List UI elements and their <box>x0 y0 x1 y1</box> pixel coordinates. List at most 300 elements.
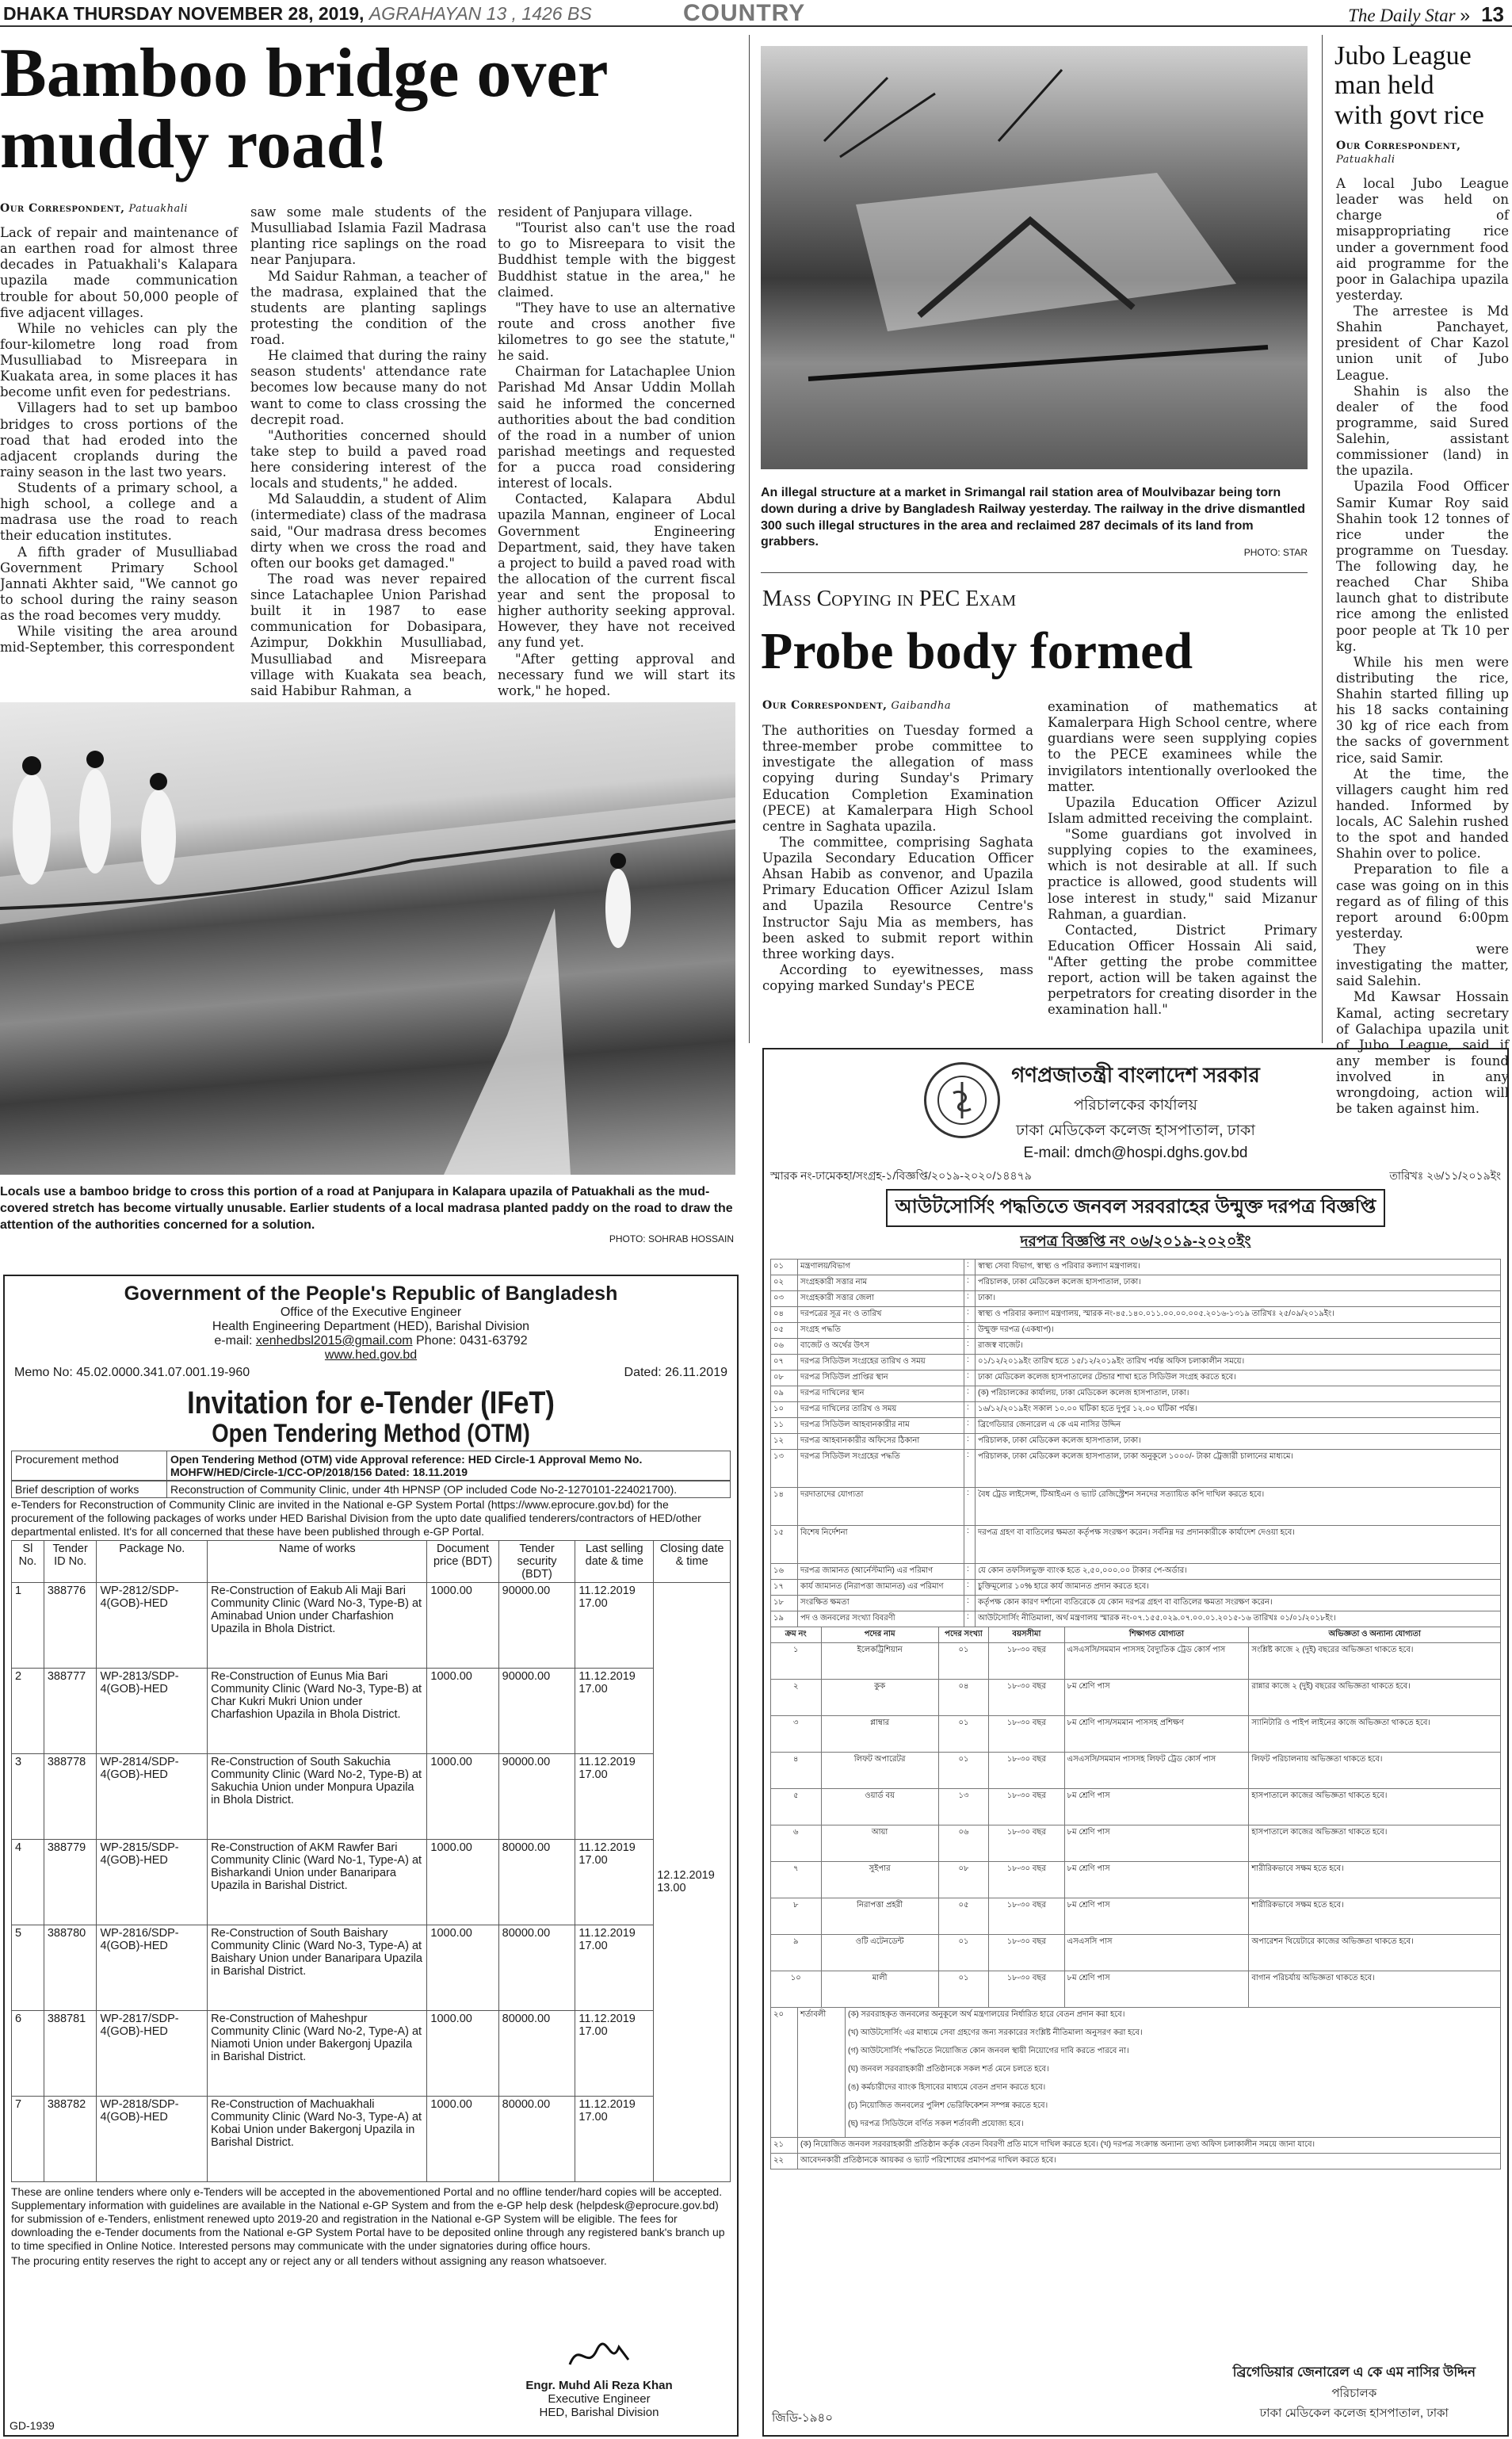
tender-header-cell: Tender security (BDT) <box>498 1540 575 1582</box>
post-row <box>771 1643 1501 1680</box>
post-cell: ১৮-৩০ বছর <box>989 1935 1064 1971</box>
posts-header-cell: শিক্ষাগত যোগ্যতা <box>1064 1627 1249 1643</box>
post-cell: ৮ম শ্রেণি পাস <box>1064 1971 1249 2008</box>
tender-cell-work: Re-Construction of South Sakuchia Community Clinic (Ward No-2, Type-B) at Sakuchia Union under Monpura Upazila in Bhola District. <box>208 1753 427 1839</box>
paragraph: "They have to use an alternative route and cross another five kilometres to go see the statute," he said. <box>498 300 735 364</box>
item-separator: : <box>964 1275 976 1291</box>
item-value: যে কোন তফসিলভুক্ত ব্যাংক হতে ২,৫০,০০০.০০ টাকার পে-অর্ডার। <box>976 1564 1501 1580</box>
item-separator: : <box>964 1450 976 1488</box>
item-value: ১৬/১২/২০১৯ইং সকাল ১০.০০ ঘটিকা হতে দুপুর ১২.০০ ঘটিকা পর্যন্ত। <box>976 1402 1501 1418</box>
demolition-illustration <box>761 46 1308 469</box>
jubo-byline: Our Correspondent, Patuakhali <box>1336 140 1461 166</box>
posts-header-cell: পদের সংখ্যা <box>938 1627 989 1643</box>
notice-item-row <box>771 1611 1501 1627</box>
tender-memo: Memo No: 45.02.0000.341.07.001.19-960 <box>14 1366 250 1379</box>
post-cell: ১৮-৩০ বছর <box>989 1825 1064 1862</box>
post-cell: কুক <box>821 1680 938 1716</box>
condition-item: (ঘ) জনবল সরবরাহকারী প্রতিষ্ঠানকে সকল শর্ত মেনে চলতে হবে। <box>848 2065 1049 2074</box>
tender-cell-sec: 80000.00 <box>498 2010 575 2096</box>
tender-title: Invitation for e-Tender (IFeT) <box>187 1386 555 1420</box>
paragraph: Upazila Food Officer Samir Kumar Roy said Shahin took 12 tonnes of rice under the programme on Tuesday. The following day, he reached Char Shiba launch ghat to distribute rice among the enlisted poor people at Tk 10 per kg. <box>1336 479 1509 654</box>
item-separator: : <box>964 1339 976 1355</box>
posts-header-cell: ক্রম নং <box>771 1627 822 1643</box>
probe-column-1 <box>762 723 1033 1048</box>
notice-item-row <box>771 1418 1501 1434</box>
item-no: ১১ <box>771 1418 798 1434</box>
item-value: উন্মুক্ত দরপত্র (একধাপ)। <box>976 1323 1501 1339</box>
tender-email-link[interactable]: xenhedbsl2015@gmail.com <box>255 1334 413 1348</box>
post-cell: ৮ম শ্রেণি পাস/সমমান পাসসহ প্রশিক্ষণ <box>1064 1716 1249 1753</box>
tender-row <box>12 1668 731 1753</box>
post-cell: নিরাপত্তা প্রহরী <box>821 1898 938 1935</box>
post-cell: ৮ম শ্রেণি পাস <box>1064 1862 1249 1898</box>
tender-table-header <box>12 1540 731 1582</box>
post-cell: ০১ <box>938 1935 989 1971</box>
item-no: ০৩ <box>771 1291 798 1307</box>
item-value: পরিচালক, ঢাকা মেডিকেল কলেজ হাসপাতাল, ঢাকা অনুকূলে ১০০০/- টাকা ট্রেজারী চালানের মাধ্যমে। <box>976 1450 1501 1488</box>
column-rule <box>749 35 750 1043</box>
notice-title: আউটসোর্সিং পদ্ধতিতে জনবল সরবরাহের উন্মুক্ত দরপত্র বিজ্ঞপ্তি <box>886 1189 1385 1227</box>
post-cell: আয়া <box>821 1825 938 1862</box>
post-cell: শারীরিকভাবে সক্ষম হতে হবে। <box>1249 1898 1501 1935</box>
item-no: ০৭ <box>771 1355 798 1371</box>
tender-advertisement <box>3 1275 739 2437</box>
item-no: ০৯ <box>771 1386 798 1402</box>
tender-row <box>12 2096 731 2181</box>
bamboo-column-1 <box>0 225 238 701</box>
item-no: ০১ <box>771 1260 798 1275</box>
item-label: বাজেট ও অর্থের উৎস <box>798 1339 964 1355</box>
tender-closing-cell: 12.12.2019 13.00 <box>654 1582 731 2181</box>
item-label: দরপত্র দাখিলের স্থান <box>798 1386 964 1402</box>
post-cell: ১৩ <box>938 1789 989 1825</box>
item-label: দরপত্র দাখিলের তারিখ ও সময় <box>798 1402 964 1418</box>
item-label: দরপত্র সিডিউল সংগ্রহের পদ্ধতি <box>798 1450 964 1488</box>
tender-cell-sell: 11.12.2019 17.00 <box>575 1668 654 1753</box>
probe-headline: Probe body formed <box>761 622 1193 680</box>
jubo-column <box>1336 176 1509 1117</box>
item-no: ১৫ <box>771 1526 798 1564</box>
paragraph: resident of Panjupara village. <box>498 205 693 220</box>
notice-item-row <box>771 1434 1501 1450</box>
post-cell: ৮ম শ্রেণি পাস <box>1064 1680 1249 1716</box>
tender-cell-work: Re-Construction of Eunus Mia Bari Community Clinic (Ward No-3, Type-B) at Char Kukri Mukri Union under Charfashion Upazila in Bhola District. <box>208 1668 427 1753</box>
tender-date: Dated: 26.11.2019 <box>624 1366 727 1379</box>
tender-header-cell: Package No. <box>97 1540 208 1582</box>
paragraph: While no vehicles can ply the four-kilometre long road from Musulliabad to Misreepara in Kuakata area, in some places it has become unfit even for pedestrians. <box>0 320 238 400</box>
tender-cell-id: 388782 <box>44 2096 97 2181</box>
item-label: সংগ্রহ পদ্ধতি <box>798 1323 964 1339</box>
item-separator: : <box>964 1402 976 1418</box>
tender-cell-doc: 1000.00 <box>427 1925 498 2010</box>
notice-item-row <box>771 1402 1501 1418</box>
notice-conditions <box>846 2008 1501 2138</box>
post-cell: ০১ <box>938 1716 989 1753</box>
tender-header-cell: Document price (BDT) <box>427 1540 498 1582</box>
post-cell: রান্নার কাজে ২ (দুই) বছরের অভিজ্ঞতা থাকতে হবে। <box>1249 1680 1501 1716</box>
tender-row <box>12 1925 731 2010</box>
item-label: পদ ও জনবলের সংখ্যা বিবরণী <box>798 1611 964 1627</box>
tender-cell-doc: 1000.00 <box>427 1582 498 1668</box>
tender-cell-sell: 11.12.2019 17.00 <box>575 2096 654 2181</box>
tender-cell-work: Re-Construction of Machuakhali Community Clinic (Ward No-3, Type-A) at Kobai Union under Bakergonj Upazila in Barishal District. <box>208 2096 427 2181</box>
item-value: ০১/১২/২০১৯ইং তারিখ হতে ১৫/১২/২০১৯ইং তারিখ পর্যন্ত অফিস চলাকালীন সময়ে। <box>976 1355 1501 1371</box>
tender-cell-sl: 6 <box>12 2010 44 2096</box>
post-cell: শারীরিকভাবে সক্ষম হতে হবে। <box>1249 1862 1501 1898</box>
post-cell: ৯ <box>771 1935 822 1971</box>
item-value: আউটসোর্সিং নীতিমালা, অর্থ মন্ত্রণালয় স্মারক নং-০৭.১৫৫.০২৯.০৭.০০.০১.২০১৫-১৬ তারিখঃ ০১/০১/২০১৮ইং। <box>976 1611 1501 1627</box>
post-row <box>771 1898 1501 1935</box>
item-separator: : <box>964 1434 976 1450</box>
notice-gov: গণপ্রজাতন্ত্রী বাংলাদেশ সরকার <box>1011 1063 1260 1087</box>
paragraph: Contacted, District Primary Education Officer Hossain Ali said, "After getting the probe committee report, action will be taken against the perpetrators for creating disorder in the examination hall." <box>1048 922 1317 1018</box>
item-separator: : <box>964 1291 976 1307</box>
paragraph: Shahin is also the dealer of the food programme, said Sured Salehin, assistant commissioner (land) in the upazila. <box>1336 383 1509 479</box>
paragraph: They were investigating the matter, said Salehin. <box>1336 942 1509 989</box>
tender-cell-sell: 11.12.2019 17.00 <box>575 1753 654 1839</box>
condition-item: (খ) আউটসোর্সিং এর মাধ্যমে সেবা গ্রহণের জন্য সরকারের সংশ্লিষ্ট নীতিমালা অনুসরণ করা হবে। <box>848 2028 1143 2037</box>
post-cell: ০৬ <box>938 1825 989 1862</box>
item-separator: : <box>964 1386 976 1402</box>
post-cell: ৫ <box>771 1789 822 1825</box>
column-rule <box>1322 35 1323 1043</box>
condition-item: (ক) সরবরাহকৃত জনবলের অনুকূলে অর্থ মন্ত্রণালয়ের নির্ধারিত হারে বেতন প্রদান করা হবে। <box>848 2010 1125 2019</box>
notice-item-row <box>771 1275 1501 1291</box>
post-cell: ওটি এটেনডেন্ট <box>821 1935 938 1971</box>
post-cell: ৭ <box>771 1862 822 1898</box>
bamboo-bridge-illustration <box>0 702 735 1175</box>
paragraph: Md Salauddin, a student of Alim (intermediate) class of the madrasa said, "Our madrasa dress becomes dirty when we cross the road and often our books get damaged." <box>250 491 487 571</box>
tender-cell-sec: 90000.00 <box>498 1582 575 1668</box>
paragraph: Chairman for Latachaplee Union Parishad Md Ansar Uddin Mollah said he informed the concerned authorities about the bad condition of the road in a number of union parishad meetings and requested for a pucca road considering interest of locals. <box>498 364 735 491</box>
post-cell: অপারেশন থিয়েটারে কাজের অভিজ্ঞতা থাকতে হবে। <box>1249 1935 1501 1971</box>
post-row <box>771 1971 1501 2008</box>
posts-header-cell: বয়সসীমা <box>989 1627 1064 1643</box>
paragraph: Contacted, Kalapara Abdul upazila Mannan, engineer of Local Government Engineering Department, said, they have taken a project to build a paved road with the allocation of the current fiscal year and sent the proposal to higher authority seeking approval. However, they have not received any fund yet. <box>498 491 735 651</box>
tender-signature-block: Engr. Muhd Ali Reza Khan Executive Engineer HED, Barishal Division <box>480 2336 718 2419</box>
tender-gov: Government of the People's Republic of Bangladesh <box>124 1283 618 1305</box>
posts-header-cell: অভিজ্ঞতা ও অন্যান্য যোগ্যতা <box>1249 1627 1501 1643</box>
tender-row <box>12 2010 731 2096</box>
notice-office: পরিচালকের কার্যালয় <box>1074 1097 1197 1114</box>
grabbers-photo-credit: PHOTO: STAR <box>1243 547 1308 558</box>
tender-cell-pkg: WP-2818/SDP-4(GOB)-HED <box>97 2096 208 2181</box>
condition-item: (ঙ) কর্মচারীদের ব্যাংক হিসাবের মাধ্যমে বেতন প্রদান করতে হবে। <box>848 2083 1046 2092</box>
item-value: পরিচালক, ঢাকা মেডিকেল কলেজ হাসপাতাল, ঢাকা। <box>976 1275 1501 1291</box>
tender-cell-id: 388776 <box>44 1582 97 1668</box>
item-no: ১৩ <box>771 1450 798 1488</box>
tender-cell-doc: 1000.00 <box>427 1839 498 1925</box>
notice-item-row <box>771 1386 1501 1402</box>
tender-cell-pkg: WP-2813/SDP-4(GOB)-HED <box>97 1668 208 1753</box>
notice-conditions-table: ২০ শর্তাবলী (ক) সরবরাহকৃত জনবলের অনুকূলে অর্থ মন্ত্রণালয়ের নির্ধারিত হারে বেতন প্রদান করা হবে। (খ) আউটসোর্সিং এর মাধ্যমে সেবা গ্রহণের জন্য সরকারের সংশ্লিষ্ট নীতিমালা অনুসরণ করা হবে। (গ) আউটসোর্সিং পদ্ধতিতে নিয়োজিত কোন জনবল স্থায়ী নিয়োগের দাবি করতে পারবে না। (ঘ) জনবল সরবরাহকারী প্রতিষ্ঠানকে সকল শর্ত মেনে চলতে হবে। (ঙ) কর্মচারীদের ব্যাংক হিসাবের মাধ্যমে বেতন প্রদান করতে হবে। (চ) নিয়োজিত জনবলের পুলিশ ভেরিফিকেশন সম্পন্ন করতে হবে। (ছ) দরপত্র সিডিউলে বর্ণিত সকল শর্তাবলী প্রযোজ্য হবে। ২১ (ক) নিয়োজিত জনবল সরবরাহকারী প্রতিষ্ঠান কর্তৃক বেতন বিবরণী প্রতি মাসে দাখিল করতে হবে। (খ) দরপত্র সংক্রান্ত অন্যান্য তথ্য অফিস চলাকালীন সময়ে জানা যাবে। ২২ আবেদনকারী প্রতিষ্ঠানকে আয়কর ও ভ্যাট পরিশোধের প্রমাণপত্র দাখিল করতে হবে। <box>770 2007 1501 2169</box>
bamboo-caption: Locals use a bamboo bridge to cross this portion of a road at Panjupara in Kalapara upazila of Patuakhali as the mud-covered stretch has become virtually unusable. Earlier students of a local madrasa planted paddy on the road to draw the attention of the authorities concerned for a solution. <box>0 1185 733 1232</box>
item-separator: : <box>964 1418 976 1434</box>
item-value: পরিচালক, ঢাকা মেডিকেল কলেজ হাসপাতাল, ঢাকা। <box>976 1434 1501 1450</box>
condition-item: (চ) নিয়োজিত জনবলের পুলিশ ভেরিফিকেশন সম্পন্ন করতে হবে। <box>848 2101 1048 2110</box>
notice-item-row <box>771 1526 1501 1564</box>
tender-cell-work: Re-Construction of Maheshpur Community Clinic (Ward No-2, Type-A) at Niamoti Union under Bakergonj Upazila in Barishal District. <box>208 2010 427 2096</box>
paragraph: The arrestee is Md Shahin Panchayet, president of Char Kazol union unit of Jubo League. <box>1336 304 1509 383</box>
post-cell: ৮ম শ্রেণি পাস <box>1064 1789 1249 1825</box>
notice-item-row <box>771 1564 1501 1580</box>
post-cell: ৩ <box>771 1716 822 1753</box>
paragraph: Upazila Education Officer Azizul Islam admitted receiving the complaint. <box>1048 794 1317 826</box>
post-cell: ৪ <box>771 1753 822 1789</box>
paragraph: "After getting approval and necessary fund we will start its work," he hoped. <box>498 651 735 698</box>
tender-cell-sec: 80000.00 <box>498 2096 575 2181</box>
tender-header-cell: Sl No. <box>12 1540 44 1582</box>
item-value: রাজস্ব বাজেট। <box>976 1339 1501 1355</box>
notice-item-row <box>771 1291 1501 1307</box>
notice-posts-table <box>770 1627 1501 2008</box>
dmch-notice <box>762 1048 1509 2437</box>
item-value: (ক) পরিচালকের কার্যালয়, ঢাকা মেডিকেল কলেজ হাসপাতাল, ঢাকা। <box>976 1386 1501 1402</box>
tender-cell-pkg: WP-2812/SDP-4(GOB)-HED <box>97 1582 208 1668</box>
post-cell: ০৪ <box>938 1680 989 1716</box>
post-cell: ১৮-৩০ বছর <box>989 1643 1064 1680</box>
tender-cell-sl: 2 <box>12 1668 44 1753</box>
post-cell: সংশ্লিষ্ট কাজে ২ (দুই) বছরের অভিজ্ঞতা থাকতে হবে। <box>1249 1643 1501 1680</box>
paragraph: "Tourist also can't use the road to go to Misreepara to visit the Buddhist temple with the biggest Buddhist statue in the area," he claimed. <box>498 220 735 300</box>
post-cell: ১৮-৩০ বছর <box>989 1789 1064 1825</box>
post-cell: ৮ম শ্রেণি পাস <box>1064 1898 1249 1935</box>
signature-icon <box>563 2336 635 2376</box>
item-label: সংরক্ষিত ক্ষমতা <box>798 1596 964 1611</box>
item-no: ১৬ <box>771 1564 798 1580</box>
item-value: ব্রিগেডিয়ার জেনারেল এ কে এম নাসির উদ্দিন <box>976 1418 1501 1434</box>
post-cell: ১৮-৩০ বছর <box>989 1680 1064 1716</box>
item-no: ০৪ <box>771 1307 798 1323</box>
dmch-logo-icon <box>924 1062 1000 1138</box>
notice-date: তারিখঃ ২৬/১১/২০১৯ইং <box>1389 1169 1501 1182</box>
post-cell: ইলেকট্রিশিয়ান <box>821 1643 938 1680</box>
section-name: COUNTRY <box>683 0 806 26</box>
tender-row <box>12 1582 731 1668</box>
item-value: স্বাস্থ্য সেবা বিভাগ, স্বাস্থ্য ও পরিবার কল্যাণ মন্ত্রণালয়। <box>976 1260 1501 1275</box>
paragraph: Md Saidur Rahman, a teacher of the madrasa, explained that the students are planting saplings protesting the condition of the road. <box>250 268 487 347</box>
tender-cell-sell: 11.12.2019 17.00 <box>575 1582 654 1668</box>
masthead <box>0 0 1512 27</box>
tender-cell-work: Re-Construction of Eakub Ali Maji Bari Community Clinic (Ward No-3, Type-B) at Aminabad Union under Charfashion Upazila in Bhola District. <box>208 1582 427 1668</box>
tender-cell-pkg: WP-2816/SDP-4(GOB)-HED <box>97 1925 208 2010</box>
item-no: ১০ <box>771 1402 798 1418</box>
notice-items-table <box>770 1259 1501 1627</box>
paragraph: While his men were distributing the rice, Shahin started filling up his 18 sacks containing 30 kg of rice each from the sacks of government rice, said Samir. <box>1336 654 1509 766</box>
post-cell: এসএসসি পাস <box>1064 1935 1249 1971</box>
notice-gd-number: জিডি-১৯৪০ <box>772 2411 833 2425</box>
post-cell: ০১ <box>938 1753 989 1789</box>
post-cell: লিফট পরিচালনায় অভিজ্ঞতা থাকতে হবে। <box>1249 1753 1501 1789</box>
item-label: দরদাতাদের যোগ্যতা <box>798 1488 964 1526</box>
tender-dept: Health Engineering Department (HED), Barishal Division <box>212 1320 530 1333</box>
bamboo-headline: Bamboo bridge over muddy road! <box>0 35 609 183</box>
item-separator: : <box>964 1580 976 1596</box>
item-label: দরপত্র জামানত (আর্নেস্টমানি) এর পরিমাণ <box>798 1564 964 1580</box>
item-value: ঢাকা। <box>976 1291 1501 1307</box>
post-cell: ১৮-৩০ বছর <box>989 1971 1064 2008</box>
post-row <box>771 1825 1501 1862</box>
notice-item-row <box>771 1323 1501 1339</box>
posts-header-cell: পদের নাম <box>821 1627 938 1643</box>
item-value: ঢাকা মেডিকেল কলেজ হাসপাতালের টেন্ডার শাখা হতে সিডিউল সংগ্রহ করতে হবে। <box>976 1371 1501 1386</box>
item-label: মন্ত্রণালয়/বিভাগ <box>798 1260 964 1275</box>
tender-cell-id: 388778 <box>44 1753 97 1839</box>
tender-footer-note: These are online tenders where only e-Tenders will be accepted in the abovementioned Portal and no offline tender/hard copies will be accepted. Supplementary information with guidelines are available in the National e-GP System and from the e-GP help desk (helpdesk@eprocure.gov.bd) for submission of e-Tenders, enlistment renewed upto 2019-20 and registration in the National e-GP System will be eligible. The fees for downloading the e-Tender documents from the National e-GP System Portal have to be deposited online through any registered bank's branch up to time specified in Online Notice. Interested persons may communicate with the under signatories during office hours. <box>11 2185 725 2252</box>
tender-cell-sell: 11.12.2019 17.00 <box>575 1839 654 1925</box>
post-cell: ০৫ <box>938 1898 989 1935</box>
posts-table-header <box>771 1627 1501 1643</box>
paragraph: Villagers had to set up bamboo bridges to cross portions of the road that had eroded into the adjacent croplands during the rainy season in the last two years. <box>0 400 238 480</box>
item-label: দরপত্রের সূত্র নং ও তারিখ <box>798 1307 964 1323</box>
item-separator: : <box>964 1611 976 1627</box>
tender-cell-doc: 1000.00 <box>427 1753 498 1839</box>
bamboo-bridge-photo <box>0 702 735 1175</box>
item-no: ১৯ <box>771 1611 798 1627</box>
tender-cell-doc: 1000.00 <box>427 1668 498 1753</box>
post-cell: ০১ <box>938 1643 989 1680</box>
post-cell: স্যানিটারি ও পাইপ লাইনের কাজে অভিজ্ঞতা থাকতে হবে। <box>1249 1716 1501 1753</box>
item-separator: : <box>964 1307 976 1323</box>
notice-item-row <box>771 1596 1501 1611</box>
tender-cell-pkg: WP-2815/SDP-4(GOB)-HED <box>97 1839 208 1925</box>
probe-kicker: Mass Copying in PEC Exam <box>762 587 1017 611</box>
tender-cell-sl: 5 <box>12 1925 44 2010</box>
notice-item-row <box>771 1450 1501 1488</box>
post-cell: হাসপাতালে কাজের অভিজ্ঞতা থাকতে হবে। <box>1249 1825 1501 1862</box>
paragraph: While visiting the area around mid-September, this correspondent <box>0 624 238 656</box>
post-cell: ০৮ <box>938 1862 989 1898</box>
jubo-headline: Jubo League man held with govt rice <box>1334 41 1484 130</box>
tender-cell-pkg: WP-2817/SDP-4(GOB)-HED <box>97 2010 208 2096</box>
tender-brief-table: Brief description of works Reconstruction of Community Clinic, under 4th HPNSP (OP included Code No-2-1270101-224021700). <box>11 1481 731 1498</box>
tender-cell-id: 388779 <box>44 1839 97 1925</box>
tender-cell-sl: 1 <box>12 1582 44 1668</box>
post-cell: ১ <box>771 1643 822 1680</box>
item-value: বৈধ ট্রেড লাইসেন্স, টিআইএন ও ভ্যাট রেজিস্ট্রেশন সনদের সত্যায়িত কপি দাখিল করতে হবে। <box>976 1488 1501 1526</box>
post-cell: ১৮-৩০ বছর <box>989 1716 1064 1753</box>
item-label: দরপত্র সিডিউল প্রাপ্তির স্থান <box>798 1371 964 1386</box>
tender-cell-sl: 7 <box>12 2096 44 2181</box>
post-cell: সুইপার <box>821 1862 938 1898</box>
item-label: বিশেষ নির্দেশনা <box>798 1526 964 1564</box>
paragraph: Preparation to file a case was going on in this regard as of filing of this report around 6:00pm yesterday. <box>1336 862 1509 941</box>
item-separator: : <box>964 1323 976 1339</box>
tender-reservation-note: The procuring entity reserves the right to accept any or reject any or all tenders without assigning any reason whatsoever. <box>11 2254 607 2267</box>
notice-item-row <box>771 1260 1501 1275</box>
tender-cell-sec: 90000.00 <box>498 1668 575 1753</box>
post-cell: ১০ <box>771 1971 822 2008</box>
post-cell: ১৮-৩০ বছর <box>989 1862 1064 1898</box>
tender-packages-table <box>11 1540 731 2182</box>
post-cell: ওয়ার্ড বয় <box>821 1789 938 1825</box>
grabbers-caption: An illegal structure at a market in Srimangal rail station area of Moulvibazar being torn down during a drive by Bangladesh Railway yesterday. The railway in the drive dismantled 300 such illegal structures in the area and reclaimed 287 decimals of its land from grabbers. <box>761 486 1306 549</box>
notice-email: E-mail: dmch@hospi.dghs.gov.bd <box>1023 1145 1248 1161</box>
item-label: দরপত্র সিডিউল সংগ্রহের তারিখ ও সময় <box>798 1355 964 1371</box>
paragraph: "Some guardians got involved in supplying copies to the examinees, which is not desirable at all. If such practice is allowed, good students will lose interest in study," said Mizanur Rahman, a guardian. <box>1048 827 1317 922</box>
notice-item-row <box>771 1307 1501 1323</box>
post-cell: প্লাম্বার <box>821 1716 938 1753</box>
probe-column-2 <box>1048 699 1317 1048</box>
item-separator: : <box>964 1488 976 1526</box>
tender-info-table: Procurement method Open Tendering Method (OTM) vide Approval reference: HED Circle-1 Approval Memo No. MOHFW/HED/Circle-1/CC-OP/2018/156 Dated: 18.11.2019 <box>11 1451 731 1481</box>
paragraph: The authorities on Tuesday formed a three-member probe committee to investigate the allegation of mass copying during Sunday's Primary Education Completion Examination (PECE) at Kamalerpara High School centre in Saghata upazila. <box>762 723 1033 834</box>
item-label: সংগ্রহকারী সত্তার জেলা <box>798 1291 964 1307</box>
post-row <box>771 1789 1501 1825</box>
notice-item-row <box>771 1580 1501 1596</box>
post-row <box>771 1680 1501 1716</box>
post-cell: ১৮-৩০ বছর <box>989 1753 1064 1789</box>
tender-website-link[interactable]: www.hed.gov.bd <box>324 1348 418 1362</box>
item-value: চুক্তিমূল্যের ১০% হারে কার্য জামানত প্রদান করতে হবে। <box>976 1580 1501 1596</box>
condition-item: (গ) আউটসোর্সিং পদ্ধতিতে নিয়োজিত কোন জনবল স্থায়ী নিয়োগের দাবি করতে পারবে না। <box>848 2047 1129 2055</box>
post-row <box>771 1862 1501 1898</box>
paragraph: A fifth grader of Musulliabad Government Primary School Jannati Akhter said, "We cannot go to school during the rainy season as the road becomes very muddy. <box>0 544 238 623</box>
tender-intro: e-Tenders for Reconstruction of Community Clinic are invited in the National e-GP System Portal (https://www.eprocure.gov.bd) for the procurement of the following packages of works under HED Barishal Division from the upto date qualified tenderers/contractors of HED/other departmental enlisted. It's for all concerned that these have been published through e-GP Portal. <box>11 1498 701 1538</box>
post-cell: ১৮-৩০ বছর <box>989 1898 1064 1935</box>
item-separator: : <box>964 1260 976 1275</box>
item-value: স্বাস্থ্য ও পরিবার কল্যাণ মন্ত্রণালয়, স্মারক নং-৪৫.১৪০.০১১.০০.০০.০০৫.২০১৬-১৩১৯ তারিখঃ ২৫/০৯/২০১৯ইং। <box>976 1307 1501 1323</box>
post-cell: বাগান পরিচর্যায় অভিজ্ঞতা থাকতে হবে। <box>1249 1971 1501 2008</box>
paragraph: examination of mathematics at Kamalerpara High School centre, where guardians were seen supplying copies to the PECE examinees while the invigilators intentionally overlooked the matter. <box>1048 699 1317 794</box>
paragraph: Md Kawsar Hossain Kamal, acting secretary of Galachipa upazila unit of Jubo League, said if any member is found involved in any wrongdoing, action will be taken against him. <box>1336 989 1509 1117</box>
notice-subtitle: দরপত্র বিজ্ঞপ্তি নং ০৬/২০১৯-২০২০ইং <box>1020 1233 1251 1250</box>
paragraph: Students of a primary school, a high school, a college and a madrasa use the road to reach their education institutes. <box>0 480 238 544</box>
notice-item-row <box>771 1339 1501 1355</box>
tender-row <box>12 1753 731 1839</box>
notice-item-row <box>771 1355 1501 1371</box>
item-no: ০৬ <box>771 1339 798 1355</box>
item-separator: : <box>964 1564 976 1580</box>
notice-memo: স্মারক নং-ঢামেকহা/সংগ্রহ-১/বিজ্ঞপ্তি/২০১৯-২০২০/১৪৪৭৯ <box>770 1169 1032 1182</box>
illegal-structure-photo <box>761 46 1308 469</box>
item-label: কার্য জামানত (নিরাপত্তা জামানত) এর পরিমাণ <box>798 1580 964 1596</box>
paragraph: The committee, comprising Saghata Upazila Secondary Education Officer Ahsan Habib as convenor, and Upazila Primary Education Officer Azizul Islam and Upazila Resource Centre's Instructor Saju Mia as members, has been asked to submit report within three working days. <box>762 834 1033 961</box>
paragraph: Lack of repair and maintenance of an earthen road for almost three decades in Patuakhali's Kalapara upazila made communication trouble for about 50,000 people of five adjacent villages. <box>0 225 238 320</box>
tender-cell-sec: 90000.00 <box>498 1753 575 1839</box>
post-cell: এসএসসি/সমমান পাসসহ বৈদ্যুতিক ট্রেড কোর্স পাস <box>1064 1643 1249 1680</box>
paragraph: He claimed that during the rainy season students' attendance rate becomes low because many do not want to come to class crossing the decrepit road. <box>250 348 487 427</box>
tender-cell-sell: 11.12.2019 17.00 <box>575 1925 654 2010</box>
item-separator: : <box>964 1355 976 1371</box>
post-cell: ৮ম শ্রেণি পাস <box>1064 1825 1249 1862</box>
paragraph: According to eyewitnesses, mass copying marked Sunday's PECE <box>762 961 1033 993</box>
paragraph: saw some male students of the Musulliabad Islamia Fazil Madrasa planting rice saplings on the road near Panjupara. <box>250 205 487 268</box>
bamboo-photo-credit: PHOTO: SOHRAB HOSSAIN <box>609 1233 734 1244</box>
post-cell: হাসপাতালে কাজের অভিজ্ঞতা থাকতে হবে। <box>1249 1789 1501 1825</box>
paragraph: At the time, the villagers caught him red handed. Informed by locals, AC Salehin rushed to the spot and handed Shahin over to police. <box>1336 766 1509 862</box>
bamboo-column-2 <box>250 205 487 701</box>
post-cell: এসএসসি/সমমান পাসসহ লিফট ট্রেড কোর্স পাস <box>1064 1753 1249 1789</box>
item-label: দরপত্র সিডিউল আহবানকারীর নাম <box>798 1418 964 1434</box>
tender-contact: e-mail: xenhedbsl2015@gmail.com Phone: 0431-63792 <box>214 1334 528 1348</box>
tender-row <box>12 1839 731 1925</box>
item-no: ১৭ <box>771 1580 798 1596</box>
paragraph: The road was never repaired since Latachaplee Union Parishad built it in 1987 to ease communication for Dobasipara, Azimpur, Dokkhin Musulliabad, Musulliabad and Misreepara village with Kuakata sea beach, said Habibur Rahman, a <box>250 571 487 698</box>
tender-header-cell: Last selling date & time <box>575 1540 654 1582</box>
tender-header-cell: Closing date & time <box>654 1540 731 1582</box>
tender-cell-id: 388780 <box>44 1925 97 2010</box>
item-no: ১৪ <box>771 1488 798 1526</box>
item-label: সংগ্রহকারী সত্তার নাম <box>798 1275 964 1291</box>
tender-cell-sec: 80000.00 <box>498 1925 575 2010</box>
item-no: ০২ <box>771 1275 798 1291</box>
paragraph: A local Jubo League leader was held on charge of misappropriating rice under a government food aid programme for the poor in Galachipa upazila yesterday. <box>1336 176 1509 303</box>
bamboo-column-3 <box>498 205 735 701</box>
post-row <box>771 1753 1501 1789</box>
item-no: ০৫ <box>771 1323 798 1339</box>
notice-item-row <box>771 1488 1501 1526</box>
